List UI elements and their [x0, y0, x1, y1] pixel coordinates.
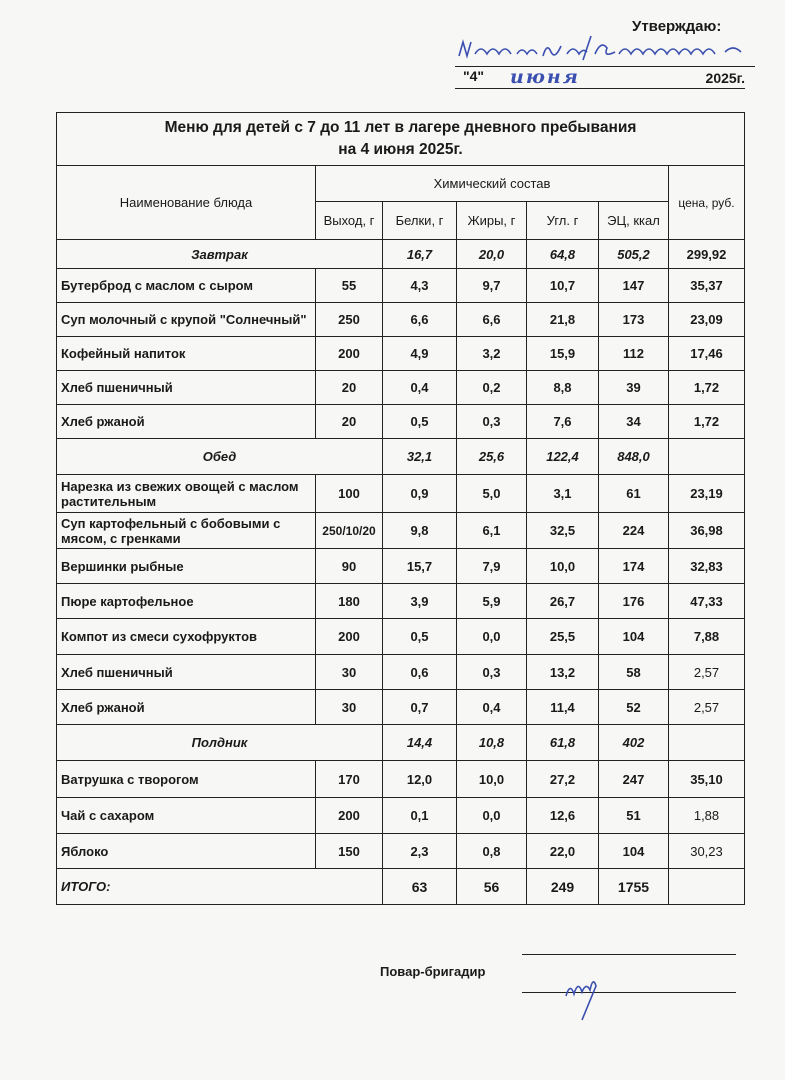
dish-price: 23,09	[669, 303, 745, 337]
header-yield: Выход, г	[316, 202, 383, 240]
dish-carbs: 21,8	[527, 303, 599, 337]
dish-yield: 30	[316, 655, 383, 690]
dish-yield: 30	[316, 690, 383, 725]
table-row	[57, 619, 745, 655]
total-price	[669, 869, 745, 905]
section-protein: 32,1	[383, 439, 457, 475]
dish-energy: 58	[599, 655, 669, 690]
dish-yield: 20	[316, 405, 383, 439]
dish-protein: 3,9	[383, 584, 457, 619]
dish-price: 2,57	[669, 655, 745, 690]
dish-price: 1,72	[669, 371, 745, 405]
section-fat: 25,6	[457, 439, 527, 475]
section-price	[669, 725, 745, 761]
table-row	[57, 761, 745, 798]
dish-energy: 247	[599, 761, 669, 798]
dish-fat: 10,0	[457, 761, 527, 798]
dish-name: Суп картофельный с бобовыми с мясом, с гренками	[57, 513, 316, 549]
section-price	[669, 439, 745, 475]
dish-carbs: 27,2	[527, 761, 599, 798]
dish-name: Нарезка из свежих овощей с маслом растительным	[57, 475, 316, 513]
dish-protein: 0,5	[383, 405, 457, 439]
header-chem: Химический состав	[316, 166, 669, 202]
section-carbs: 64,8	[527, 240, 599, 269]
dish-name: Бутерброд с маслом с сыром	[57, 269, 316, 303]
dish-carbs: 10,7	[527, 269, 599, 303]
total-label: ИТОГО:	[57, 869, 383, 905]
dish-energy: 174	[599, 549, 669, 584]
dish-fat: 6,6	[457, 303, 527, 337]
dish-name: Компот из смеси сухофруктов	[57, 619, 316, 655]
dish-carbs: 10,0	[527, 549, 599, 584]
dish-protein: 9,8	[383, 513, 457, 549]
dish-carbs: 25,5	[527, 619, 599, 655]
section-fat: 20,0	[457, 240, 527, 269]
dish-name: Суп молочный с крупой "Солнечный"	[57, 303, 316, 337]
section-energy: 402	[599, 725, 669, 761]
dish-fat: 9,7	[457, 269, 527, 303]
dish-energy: 104	[599, 619, 669, 655]
dish-price: 35,37	[669, 269, 745, 303]
dish-fat: 3,2	[457, 337, 527, 371]
section-carbs: 122,4	[527, 439, 599, 475]
handwritten-signature	[455, 30, 755, 66]
total-energy: 1755	[599, 869, 669, 905]
dish-carbs: 32,5	[527, 513, 599, 549]
dish-price: 17,46	[669, 337, 745, 371]
header-carbs: Угл. г	[527, 202, 599, 240]
section-carbs: 61,8	[527, 725, 599, 761]
dish-name: Ватрушка с творогом	[57, 761, 316, 798]
cook-label: Повар-бригадир	[380, 964, 486, 979]
dish-fat: 0,8	[457, 834, 527, 869]
table-row	[57, 513, 745, 549]
dish-energy: 147	[599, 269, 669, 303]
table-row	[57, 655, 745, 690]
dish-fat: 7,9	[457, 549, 527, 584]
dish-protein: 2,3	[383, 834, 457, 869]
dish-yield: 100	[316, 475, 383, 513]
dish-yield: 250	[316, 303, 383, 337]
table-row	[57, 405, 745, 439]
header-protein: Белки, г	[383, 202, 457, 240]
dish-energy: 173	[599, 303, 669, 337]
dish-price: 36,98	[669, 513, 745, 549]
approval-title: Утверждаю:	[632, 18, 722, 35]
dish-fat: 6,1	[457, 513, 527, 549]
dish-price: 7,88	[669, 619, 745, 655]
table-row	[57, 303, 745, 337]
cook-handwritten-signature	[560, 962, 620, 1022]
menu-title-line1: Меню для детей с 7 до 11 лет в лагере дневного пребывания	[164, 119, 637, 136]
section-name: Полдник	[57, 725, 383, 761]
table-row	[57, 337, 745, 371]
table-row	[57, 269, 745, 303]
dish-price: 32,83	[669, 549, 745, 584]
dish-yield: 150	[316, 834, 383, 869]
dish-yield: 20	[316, 371, 383, 405]
total-carbs: 249	[527, 869, 599, 905]
dish-energy: 176	[599, 584, 669, 619]
dish-carbs: 15,9	[527, 337, 599, 371]
dish-price: 35,10	[669, 761, 745, 798]
dish-name: Хлеб ржаной	[57, 405, 316, 439]
dish-name: Вершинки рыбные	[57, 549, 316, 584]
dish-protein: 0,1	[383, 798, 457, 834]
dish-price: 2,57	[669, 690, 745, 725]
dish-price: 1,88	[669, 798, 745, 834]
table-row	[57, 371, 745, 405]
section-protein: 14,4	[383, 725, 457, 761]
dish-yield: 180	[316, 584, 383, 619]
dish-energy: 39	[599, 371, 669, 405]
dish-carbs: 26,7	[527, 584, 599, 619]
dish-fat: 5,0	[457, 475, 527, 513]
dish-yield: 90	[316, 549, 383, 584]
section-row-lunch	[57, 439, 745, 475]
header-price: цена, руб.	[669, 166, 745, 240]
section-name: Обед	[57, 439, 383, 475]
table-row	[57, 475, 745, 513]
table-row	[57, 798, 745, 834]
dish-price: 30,23	[669, 834, 745, 869]
dish-energy: 52	[599, 690, 669, 725]
dish-protein: 0,6	[383, 655, 457, 690]
dish-protein: 12,0	[383, 761, 457, 798]
dish-price: 1,72	[669, 405, 745, 439]
dish-carbs: 11,4	[527, 690, 599, 725]
dish-name: Хлеб ржаной	[57, 690, 316, 725]
total-row	[57, 869, 745, 905]
header-fat: Жиры, г	[457, 202, 527, 240]
dish-yield: 250/10/20	[316, 513, 383, 549]
total-fat: 56	[457, 869, 527, 905]
dish-name: Чай с сахаром	[57, 798, 316, 834]
section-row-snack	[57, 725, 745, 761]
section-energy: 505,2	[599, 240, 669, 269]
dish-energy: 104	[599, 834, 669, 869]
dish-energy: 34	[599, 405, 669, 439]
dish-fat: 0,0	[457, 798, 527, 834]
section-fat: 10,8	[457, 725, 527, 761]
dish-energy: 224	[599, 513, 669, 549]
table-row	[57, 834, 745, 869]
dish-energy: 112	[599, 337, 669, 371]
dish-fat: 0,0	[457, 619, 527, 655]
header-name: Наименование блюда	[57, 166, 316, 240]
dish-price: 23,19	[669, 475, 745, 513]
dish-name: Хлеб пшеничный	[57, 655, 316, 690]
date-day: "4"	[463, 68, 485, 84]
dish-energy: 61	[599, 475, 669, 513]
dish-protein: 4,9	[383, 337, 457, 371]
section-protein: 16,7	[383, 240, 457, 269]
dish-carbs: 13,2	[527, 655, 599, 690]
date-month: июня	[510, 66, 580, 88]
dish-fat: 0,4	[457, 690, 527, 725]
dish-protein: 6,6	[383, 303, 457, 337]
dish-energy: 51	[599, 798, 669, 834]
dish-yield: 200	[316, 798, 383, 834]
cook-signature-line-top	[522, 954, 736, 955]
dish-yield: 200	[316, 337, 383, 371]
dish-name: Хлеб пшеничный	[57, 371, 316, 405]
dish-fat: 0,3	[457, 655, 527, 690]
table-row	[57, 549, 745, 584]
section-price: 299,92	[669, 240, 745, 269]
date-year: 2025г.	[705, 70, 745, 86]
dish-yield: 200	[316, 619, 383, 655]
dish-carbs: 3,1	[527, 475, 599, 513]
dish-carbs: 22,0	[527, 834, 599, 869]
section-row-breakfast	[57, 240, 745, 269]
section-energy: 848,0	[599, 439, 669, 475]
menu-title	[57, 113, 745, 166]
dish-protein: 0,9	[383, 475, 457, 513]
header-energy: ЭЦ, ккал	[599, 202, 669, 240]
dish-fat: 5,9	[457, 584, 527, 619]
total-protein: 63	[383, 869, 457, 905]
section-name: Завтрак	[57, 240, 383, 269]
dish-protein: 4,3	[383, 269, 457, 303]
dish-carbs: 12,6	[527, 798, 599, 834]
dish-price: 47,33	[669, 584, 745, 619]
cook-signature-line-bottom	[522, 992, 736, 993]
dish-name: Яблоко	[57, 834, 316, 869]
dish-fat: 0,3	[457, 405, 527, 439]
dish-yield: 170	[316, 761, 383, 798]
menu-title-line2: на 4 июня 2025г.	[338, 141, 463, 158]
dish-protein: 0,4	[383, 371, 457, 405]
dish-carbs: 7,6	[527, 405, 599, 439]
dish-yield: 55	[316, 269, 383, 303]
table-row	[57, 690, 745, 725]
dish-fat: 0,2	[457, 371, 527, 405]
dish-protein: 0,5	[383, 619, 457, 655]
dish-protein: 0,7	[383, 690, 457, 725]
dish-protein: 15,7	[383, 549, 457, 584]
dish-carbs: 8,8	[527, 371, 599, 405]
table-row	[57, 584, 745, 619]
dish-name: Кофейный напиток	[57, 337, 316, 371]
approval-date	[455, 66, 745, 89]
menu-table	[56, 112, 745, 905]
dish-name: Пюре картофельное	[57, 584, 316, 619]
